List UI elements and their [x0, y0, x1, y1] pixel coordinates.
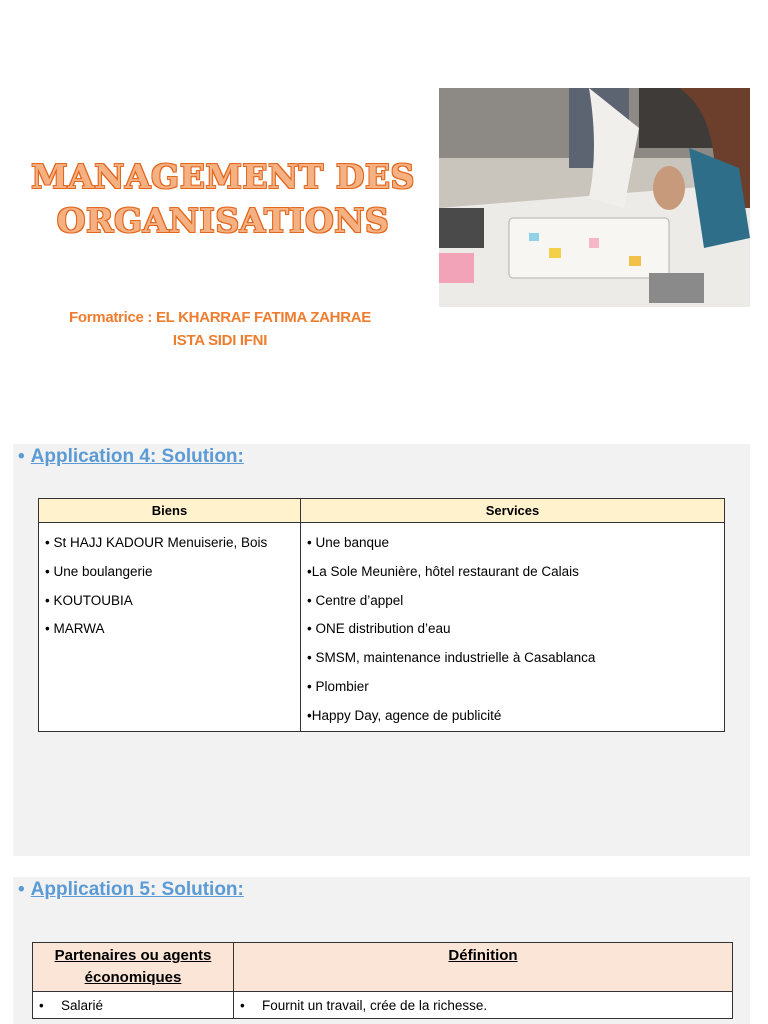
list-item: • ONE distribution d’eau [307, 621, 451, 637]
heading-bullet: • [18, 879, 25, 900]
title-slide [0, 0, 768, 420]
heading-text: Application 4: Solution: [30, 446, 244, 467]
institut-label: ISTA SIDI IFNI [172, 332, 268, 349]
list-item: • KOUTOUBIA [45, 592, 133, 608]
table-row [33, 992, 733, 1019]
title-line-2: ORGANISATIONS [56, 201, 390, 240]
agents-economiques-table [32, 942, 733, 1019]
list-item: • St HAJJ KADOUR Menuiserie, Bois [45, 535, 268, 550]
agent-name: Salarié [61, 997, 104, 1013]
biens-cell [39, 523, 301, 732]
list-item: • MARWA [45, 621, 105, 637]
services-cell [301, 523, 725, 732]
list-item: • Centre d’appel [307, 592, 404, 608]
row-bullet: • [39, 997, 44, 1013]
header-definition-label: Définition [448, 947, 518, 964]
list-item: • Une boulangerie [45, 563, 153, 579]
team-meeting-photo [439, 88, 750, 307]
list-item: • Une banque [307, 535, 390, 550]
application-5-slide [13, 877, 750, 1024]
application-4-slide [13, 444, 750, 856]
table-row [39, 523, 725, 732]
formatrice-label: Formatrice : EL KHARRAF FATIMA ZAHRAE [69, 309, 371, 326]
application-5-heading [18, 879, 244, 901]
presentation-title [18, 155, 428, 243]
agent-definition: Fournit un travail, crée de la richesse. [262, 997, 488, 1013]
list-item: • SMSM, maintenance industrielle à Casablanca [307, 650, 596, 666]
list-item: • Plombier [307, 678, 369, 694]
subtitle-block [40, 306, 400, 352]
list-item: •La Sole Meunière, hôtel restaurant de Calais [307, 563, 579, 579]
agent-cell [33, 992, 234, 1019]
row-bullet: • [240, 997, 245, 1013]
header-partenaires [33, 943, 234, 992]
heading-bullet: • [18, 446, 25, 467]
heading-text: Application 5: Solution: [30, 879, 244, 900]
biens-services-table [38, 498, 725, 732]
table-header-row [33, 943, 733, 992]
table-header-row [39, 499, 725, 523]
definition-cell [234, 992, 733, 1019]
header-partenaires-label: Partenaires ou agents économiques [54, 947, 212, 986]
header-services: Services [301, 499, 725, 523]
application-4-heading [18, 446, 244, 468]
header-definition [234, 943, 733, 992]
title-line-1: MANAGEMENT DES [31, 157, 415, 196]
header-biens: Biens [39, 499, 301, 523]
list-item: •Happy Day, agence de publicité [307, 707, 502, 723]
